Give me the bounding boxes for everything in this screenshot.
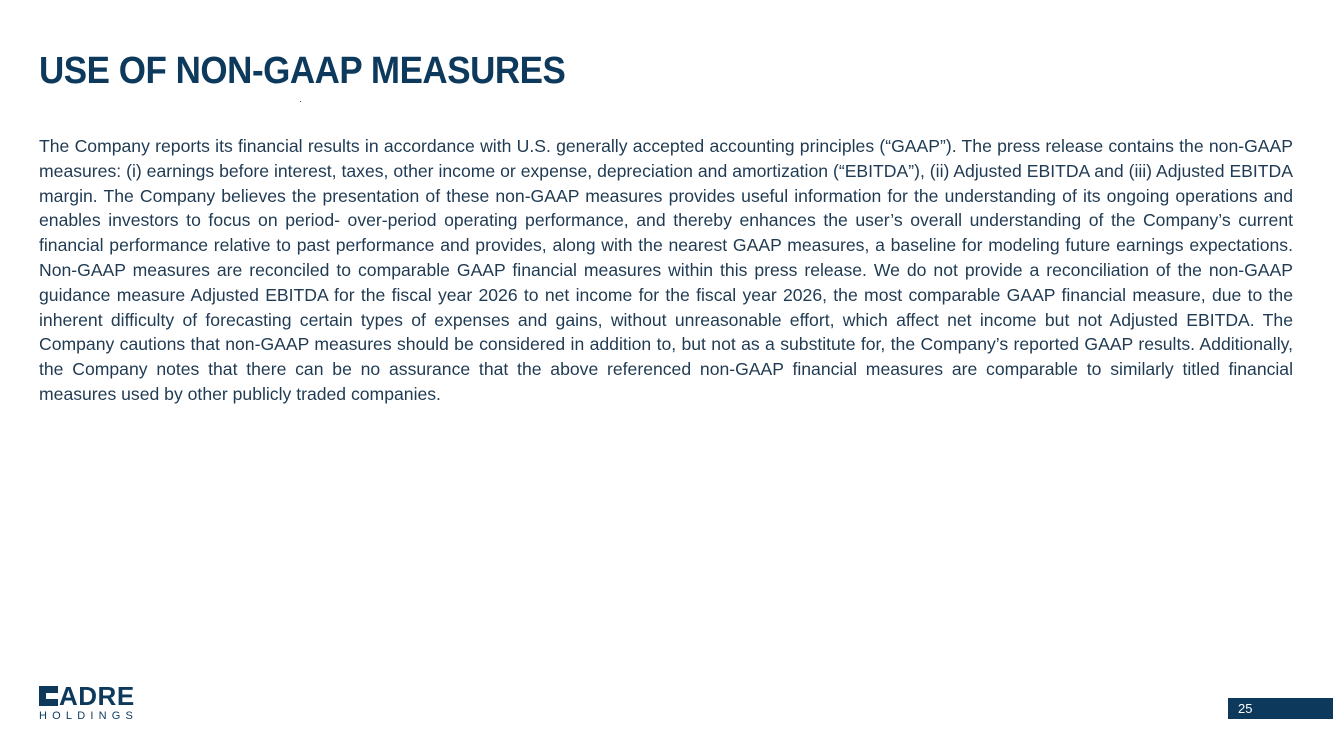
logo-subtitle: HOLDINGS (39, 710, 139, 722)
cadre-holdings-logo (38, 681, 142, 724)
page-number-bar (1228, 698, 1333, 719)
slide-title: USE OF NON-GAAP MEASURES (39, 50, 566, 92)
logo-c-icon (39, 686, 58, 706)
page-number: 25 (1238, 701, 1253, 716)
logo-wordmark (39, 681, 135, 711)
logo-word: ADRE (59, 681, 135, 711)
disclosure-paragraph: The Company reports its financial results in accordance with U.S. generally accepted accounting principles (“GAAP”). The press release contains the non-GAAP measures: (i) earnings before interest, taxes, other income or expense, depreciation and amortization (“EBITDA”), (ii) Adjusted EBITDA and (iii) Adjusted EBITDA margin. The Company believes the presentation of these non-GAAP measures provides useful information for the understanding of its ongoing operations and enables investors to focus on period- over-period operating performance, and thereby enhances the user’s overall understanding of the Company’s current financial performance relative to past performance and provides, along with the nearest GAAP measures, a baseline for modeling future earnings expectations. Non-GAAP measures are reconciled to comparable GAAP financial measures within this press release. We do not provide a reconciliation of the non-GAAP guidance measure Adjusted EBITDA for the fiscal year 2026 to net income for the fiscal year 2026, the most comparable GAAP financial measure, due to the inherent difficulty of forecasting certain types of expenses and gains, without unreasonable effort, which affect net income but not Adjusted EBITDA. The Company cautions that non-GAAP measures should be considered in addition to, but not as a substitute for, the Company’s reported GAAP results. Additionally, the Company notes that there can be no assurance that the above referenced non-GAAP financial measures are comparable to similarly titled financial measures used by other publicly traded companies. (39, 136, 1293, 404)
decorative-dot (300, 101, 301, 102)
